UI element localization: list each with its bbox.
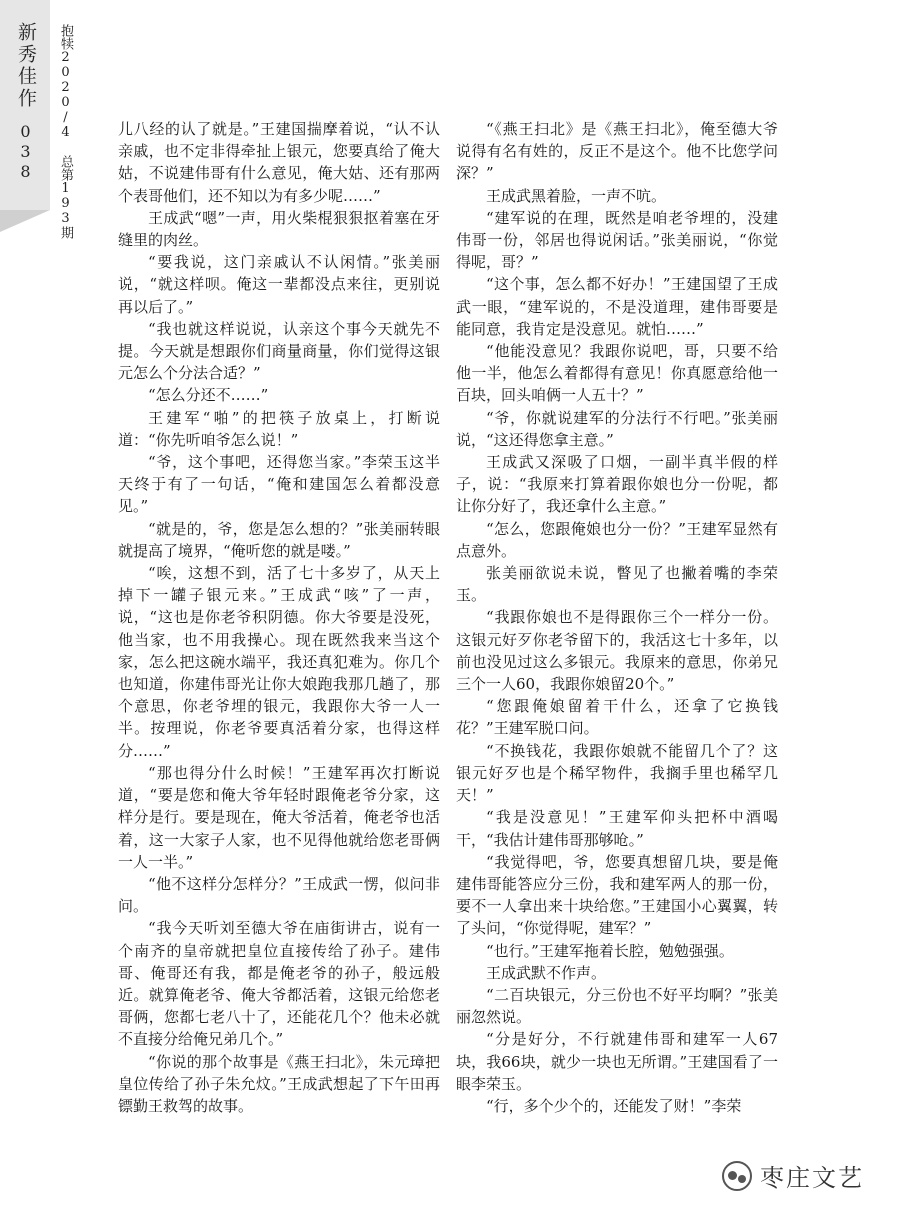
paragraph: “爷，你就说建军的分法行不行吧。”张美丽说，“这还得您拿主意。” — [456, 408, 778, 449]
paragraph: 王成武“嗯”一声，用火柴棍狠狠抠着塞在牙缝里的肉丝。 — [118, 208, 440, 250]
paragraph: “怎么分还不……” — [148, 386, 269, 405]
paragraph: 儿八经的认了就是。”王建国揣摩着说，“认不认亲戚，也不定非得牵扯上银元，您要真给了俺大姑，不说建伟哥有什么意见，俺大姑、还有那两个表哥他们，还不知以为有多少呢……” — [118, 120, 440, 205]
paragraph: “唉，这想不到，活了七十多岁了，从天上掉下一罐子银元来。”王成武“咳”了一声，说，“这也是你老爷积阴德。你大爷要是没死，他当家，也不用我操心。现在既然我来当这个家，怎么把这碗水端平，我还真犯难为。你几个也知道，你建伟哥光让你大娘跑我那几趟了，那个意思，你老爷埋的银元，我跟你大爷一人一半。按理说，你老爷要真活着分家，也得这样分……” — [118, 564, 440, 760]
paragraph: “爷，这个事吧，还得您当家。”李荣玉这半天终于有了一句话，“俺和建国怎么着都没意见。” — [118, 453, 440, 516]
paragraph: “不换钱花，我跟你娘就不能留几个了？这银元好歹也是个稀罕物件，我搁手里也稀罕几天！” — [456, 741, 778, 805]
paragraph: “《燕王扫北》是《燕王扫北》，俺至德大爷说得有名有姓的，反正不是这个。他不比您学问深？” — [456, 120, 778, 183]
paragraph: “我是没意见！”王建军仰头把杯中酒喝干，“我估计建伟哥那够呛。” — [456, 808, 778, 849]
paragraph: 王建军“啪”的把筷子放桌上，打断说道：“你先听咱爷怎么说！” — [118, 408, 440, 449]
paragraph: “就是的，爷，您是怎么想的？”张美丽转眼就提高了境界，“俺听您的就是喽。” — [118, 519, 440, 560]
paragraph: “要我说，这门亲戚认不认闲情。”张美丽说，“就这样呗。俺这一辈都没点来往，更别说再以后了。” — [118, 253, 440, 316]
paragraph: 王成武黑着脸，一声不吭。 — [486, 186, 667, 205]
issue-info: 抱犊2020/4 总第193期 — [58, 24, 73, 239]
paragraph: “我今天听刘至德大爷在庙街讲古，说有一个南齐的皇帝就把皇位直接传给了孙子。建伟哥、俺哥还有我，都是俺老爷的孙子，般远般近。就算俺老爷、俺大爷都活着，这银元给您老哥俩，您都七老八十了，还能花几个？他未必就不直接分给俺兄弟几个。” — [118, 919, 440, 1049]
paragraph: “他不这样分怎样分？”王成武一愣，似问非问。 — [118, 874, 440, 916]
watermark-text: 枣庄文艺 — [760, 1164, 864, 1192]
wechat-icon — [722, 1161, 752, 1191]
paragraph: “我觉得吧，爷，您要真想留几块，要是俺建伟哥能答应分三份，我和建军两人的那一份，要不一人拿出来十块给您。”王建国小心翼翼，转了头问，“你觉得呢，建军？” — [456, 852, 778, 938]
paragraph: “您跟俺娘留着干什么，还拿了它换钱花？”王建军脱口问。 — [456, 697, 778, 738]
watermark — [722, 1158, 864, 1193]
paragraph: “你说的那个故事是《燕王扫北》，朱元璋把皇位传给了孙子朱允炆。”王成武想起了下午田再镖勤王救驾的故事。 — [118, 1052, 440, 1115]
paragraph: “行，多个少个的，还能发了财！”李荣 — [486, 1096, 742, 1115]
paragraph: “怎么，您跟俺娘也分一份？”王建军显然有点意外。 — [456, 519, 778, 560]
paragraph: “二百块银元，分三份也不好平均啊？”张美丽忽然说。 — [456, 985, 778, 1027]
paragraph: “那也得分什么时候！”王建军再次打断说道，“要是您和俺大爷年轻时跟俺老爷分家，这样分是行。要是现在，俺大爷活着，俺老爷也活着，这一大家子人家，也不见得他就给您老哥俩一人一半。” — [118, 763, 440, 871]
paragraph: “我跟你娘也不是得跟你三个一样分一份。这银元好歹你老爷留下的，我活这七十多年，以前也没见过这么多银元。我原来的意思，你弟兄三个一人60，我跟你娘留20个。” — [456, 608, 778, 694]
paragraph: “他能没意见？我跟你说吧，哥，只要不给他一半，他怎么着都得有意见！你真愿意给他一百块，回头咱俩一人五十？” — [456, 342, 778, 405]
paragraph: 王成武又深吸了口烟，一副半真半假的样子，说：“我原来打算着跟你娘也分一份呢，都让你分好了，我还拿什么主意。” — [456, 453, 778, 516]
text-column-right — [456, 118, 778, 1117]
paragraph: “我也就这样说说，认亲这个事今天就先不提。今天就是想跟你们商量商量，你们觉得这银元怎么个分法合适？” — [118, 319, 440, 383]
paragraph: 张美丽欲说未说，瞥见了也撇着嘴的李荣玉。 — [456, 564, 778, 605]
paragraph: “也行。”王建军拖着长腔，勉勉强强。 — [486, 941, 734, 960]
paragraph: “这个事，怎么都不好办！”王建国望了王成武一眼，“建军说的，不是没道理，建伟哥要是能同意，我肯定是没意见。就怕……” — [456, 275, 778, 338]
paragraph: “分是好分，不行就建伟哥和建军一人67块，我66块，就少一块也无所谓。”王建国看了一眼李荣玉。 — [456, 1030, 778, 1093]
paragraph: “建军说的在理，既然是咱老爷埋的，没建伟哥一份，邻居也得说闲话。”张美丽说，“你觉得呢，哥？” — [456, 208, 778, 272]
text-column-left — [118, 118, 440, 1117]
page-number: 038 — [16, 122, 35, 182]
paragraph: 王成武默不作声。 — [486, 963, 607, 982]
section-title: 新秀佳作 — [15, 22, 37, 110]
page-corner-fold — [0, 210, 50, 232]
